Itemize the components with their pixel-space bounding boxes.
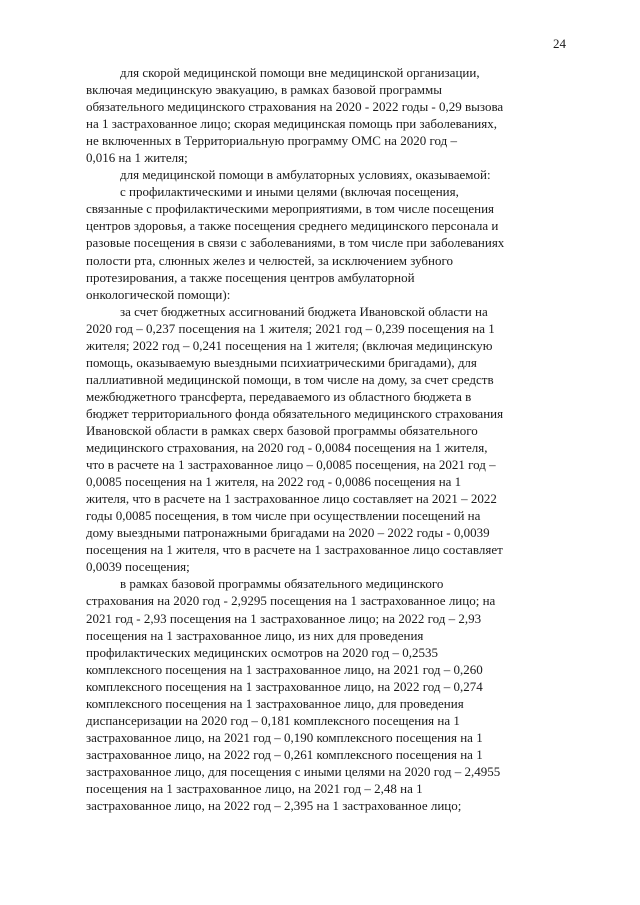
text-line: онкологической помощи): [86,286,231,302]
text-line: комплексного посещения на 1 застрахованное лицо, для проведения [86,695,464,711]
text-line: страхования на 2020 год - 2,9295 посещения на 1 застрахованное лицо; на [86,593,496,609]
text-line: годы 0,0085 посещения, в том числе при осуществлении посещений на [86,508,481,524]
text-line: что в расчете на 1 застрахованное лицо – 0,0085 посещения, на 2021 год – [86,457,496,473]
paragraph-budget [86,303,572,576]
document-body [86,64,572,814]
text-line: для скорой медицинской помощи вне медицинской организации, [120,65,480,80]
text-line: комплексного посещения на 1 застрахованное лицо, на 2022 год – 0,274 [86,678,483,694]
text-line: включая медицинскую эвакуацию, в рамках базовой программы [86,82,442,98]
text-line: в рамках базовой программы обязательного медицинского [120,576,444,592]
text-line: помощь, оказываемую выездными психиатрическими бригадами), для [86,354,477,370]
text-line: межбюджетного трансферта, передаваемого из областного бюджета в [86,388,472,404]
text-line: 0,016 на 1 жителя; [86,150,188,166]
text-line: для медицинской помощи в амбулаторных условиях, оказываемой: [120,167,491,183]
text-line: с профилактическими и иными целями (включая посещения, [120,184,459,200]
text-line: не включенных в Территориальную программу ОМС на 2020 год – [86,133,457,149]
text-line: комплексного посещения на 1 застрахованное лицо, на 2021 год – 0,260 [86,661,483,677]
paragraph-basic-program [86,575,572,814]
text-line: застрахованное лицо, на 2022 год – 2,395 на 1 застрахованное лицо; [86,798,462,814]
text-line: медицинского страхования, на 2020 год - 0,0084 посещения на 1 жителя, [86,440,488,456]
text-line: 2021 год - 2,93 посещения на 1 застрахованное лицо; на 2022 год – 2,93 [86,610,482,626]
text-line: протезирования, а также посещения центров амбулаторной [86,269,415,285]
text-line: застрахованное лицо, для посещения с иными целями на 2020 год – 2,4955 [86,763,501,779]
text-line: разовые посещения в связи с заболеваниями, в том числе при заболеваниях [86,235,505,251]
text-line: посещения на 1 застрахованное лицо, из них для проведения [86,627,424,643]
text-line: профилактических медицинских осмотров на 2020 год – 0,2535 [86,644,438,660]
text-line: дому выездными патронажными бригадами на 2020 – 2022 годы - 0,0039 [86,525,490,541]
text-line: диспансеризации на 2020 год – 0,181 комплексного посещения на 1 [86,712,460,728]
text-line: жителя, что в расчете на 1 застрахованное лицо составляет на 2021 – 2022 [86,491,497,507]
text-line: застрахованное лицо, на 2021 год – 0,190 комплексного посещения на 1 [86,729,483,745]
paragraph-preventive [86,183,572,302]
paragraph-ambulance [86,64,572,166]
text-line: за счет бюджетных ассигнований бюджета Ивановской области на [120,303,488,319]
text-line: 2020 год – 0,237 посещения на 1 жителя; 2021 год – 0,239 посещения на 1 [86,320,495,336]
text-line: посещения на 1 застрахованное лицо, на 2021 год – 2,48 на 1 [86,780,423,796]
paragraph-outpatient-intro [86,166,572,183]
text-line: застрахованное лицо, на 2022 год – 0,261 комплексного посещения на 1 [86,746,483,762]
text-line: центров здоровья, а также посещения среднего медицинского персонала и [86,218,499,234]
text-line: 0,0039 посещения; [86,559,190,575]
text-line: бюджет территориального фонда обязательного медицинского страхования [86,405,504,421]
text-line: жителя; 2022 год – 0,241 посещения на 1 жителя; (включая медицинскую [86,337,493,353]
text-line: на 1 застрахованное лицо; скорая медицинская помощь при заболеваниях, [86,116,497,132]
text-line: 0,0085 посещения на 1 жителя, на 2022 год - 0,0086 посещения на 1 [86,474,462,490]
text-line: посещения на 1 жителя, что в расчете на 1 застрахованное лицо составляет [86,542,503,558]
text-line: полости рта, слюнных желез и челюстей, за исключением зубного [86,252,453,268]
text-line: паллиативной медицинской помощи, в том числе на дому, за счет средств [86,371,494,387]
page-number: 24 [553,36,566,51]
text-line: Ивановской области в рамках сверх базовой программы обязательного [86,422,478,438]
text-line: обязательного медицинского страхования на 2020 - 2022 годы - 0,29 вызова [86,99,504,115]
text-line: связанные с профилактическими мероприятиями, в том числе посещения [86,201,495,217]
